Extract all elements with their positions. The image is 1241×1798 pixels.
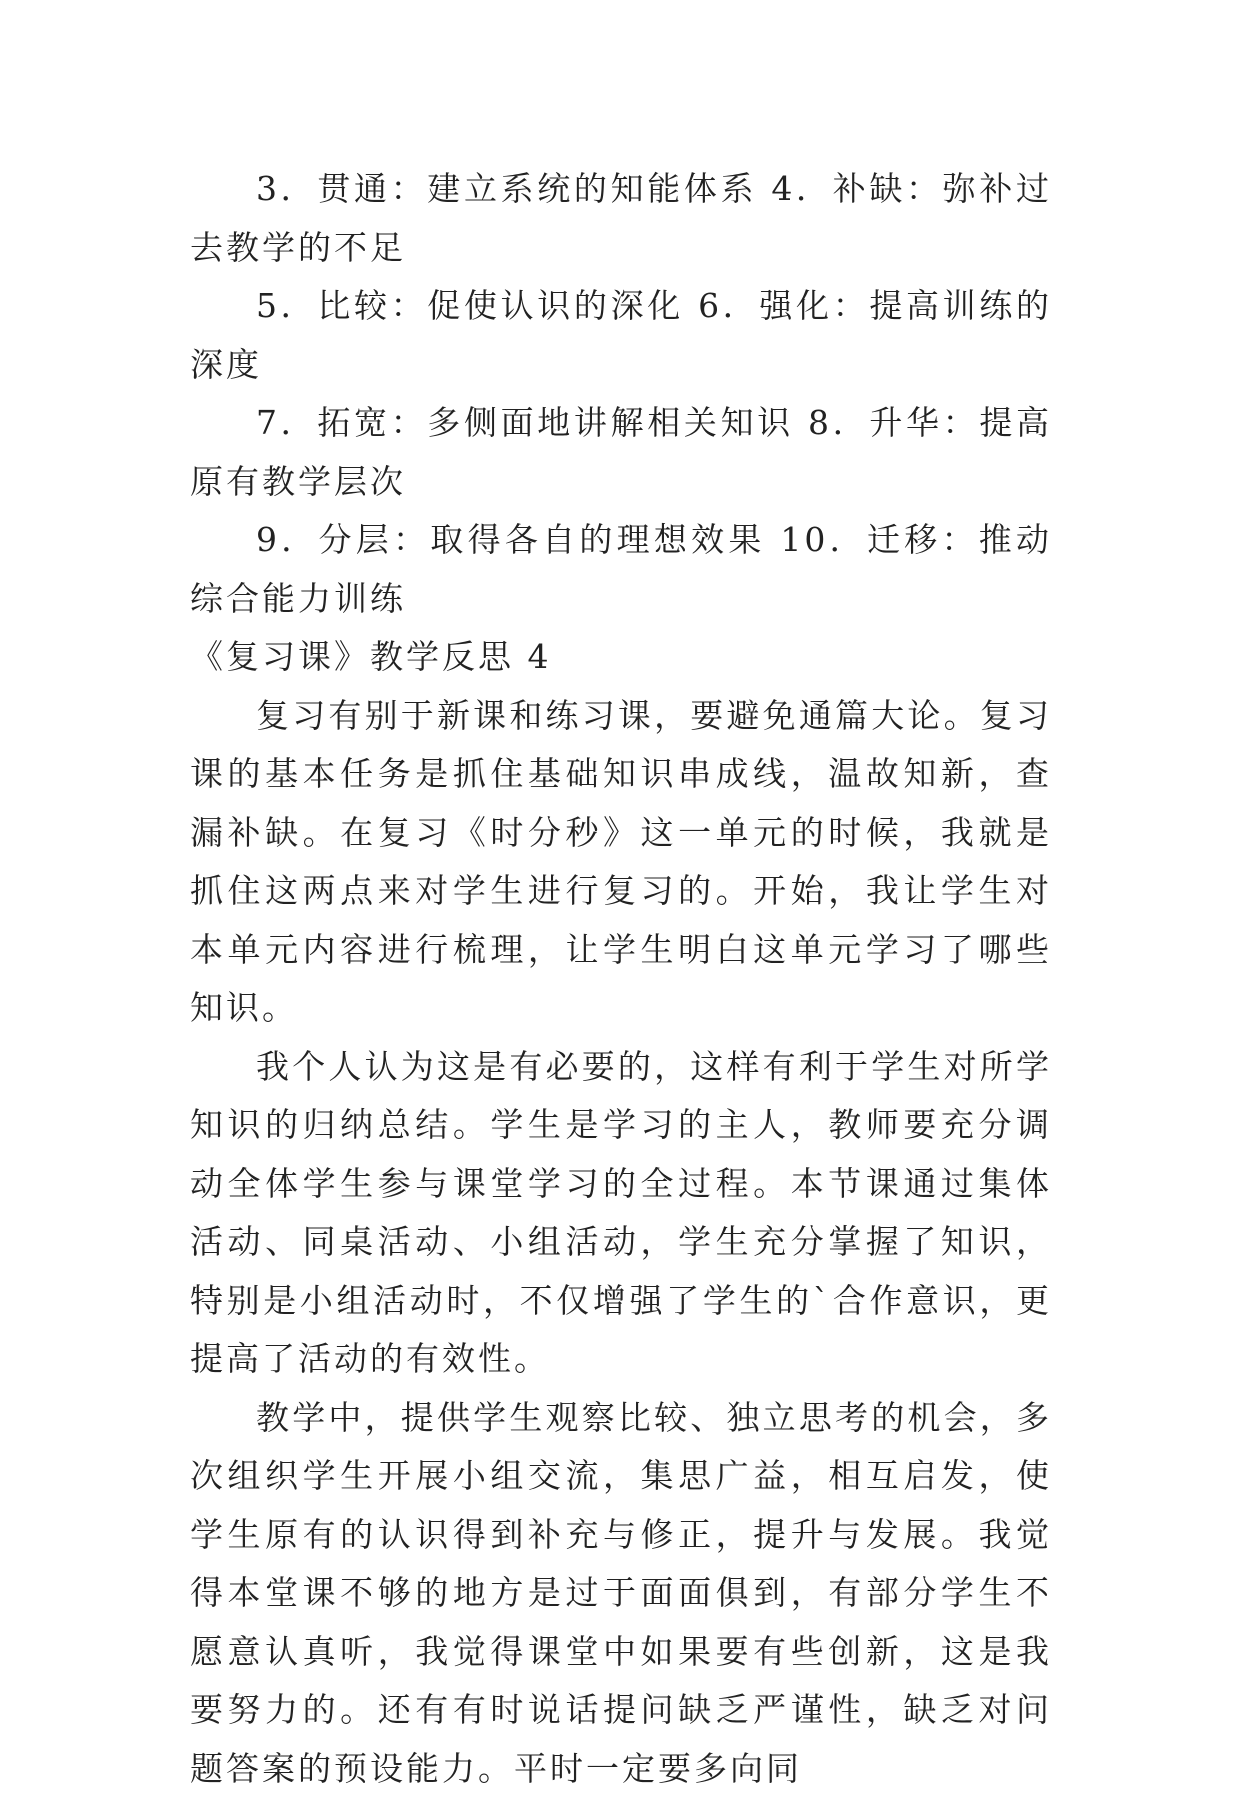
body-paragraph: 我个人认为这是有必要的，这样有利于学生对所学知识的归纳总结。学生是学习的主人，教师要充分调动全体学生参与课堂学习的全过程。本节课通过集体活动、同桌活动、小组活动，学生充分掌握了知识，特别是小组活动时，不仅增强了学生的`合作意识，更提高了活动的有效性。 (190, 1038, 1052, 1389)
body-paragraph: 复习有别于新课和练习课，要避免通篇大论。复习课的基本任务是抓住基础知识串成线，温故知新，查漏补缺。在复习《时分秒》这一单元的时候，我就是抓住这两点来对学生进行复习的。开始，我让学生对本单元内容进行梳理，让学生明白这单元学习了哪些知识。 (190, 687, 1052, 1038)
list-item: 7．拓宽：多侧面地讲解相关知识 8．升华：提高原有教学层次 (190, 394, 1052, 511)
list-item: 3．贯通：建立系统的知能体系 4．补缺：弥补过去教学的不足 (190, 160, 1052, 277)
body-paragraph: 教学中，提供学生观察比较、独立思考的机会，多次组织学生开展小组交流，集思广益，相互启发，使学生原有的认识得到补充与修正，提升与发展。我觉得本堂课不够的地方是过于面面俱到，有部分学生不愿意认真听，我觉得课堂中如果要有些创新，这是我要努力的。还有有时说话提问缺乏严谨性，缺乏对问题答案的预设能力。平时一定要多向同 (190, 1389, 1052, 1798)
section-title: 《复习课》教学反思 4 (190, 628, 1052, 687)
document-body (190, 160, 1052, 1798)
list-item: 5．比较：促使认识的深化 6．强化：提高训练的深度 (190, 277, 1052, 394)
list-item: 9．分层：取得各自的理想效果 10．迁移：推动综合能力训练 (190, 511, 1052, 628)
